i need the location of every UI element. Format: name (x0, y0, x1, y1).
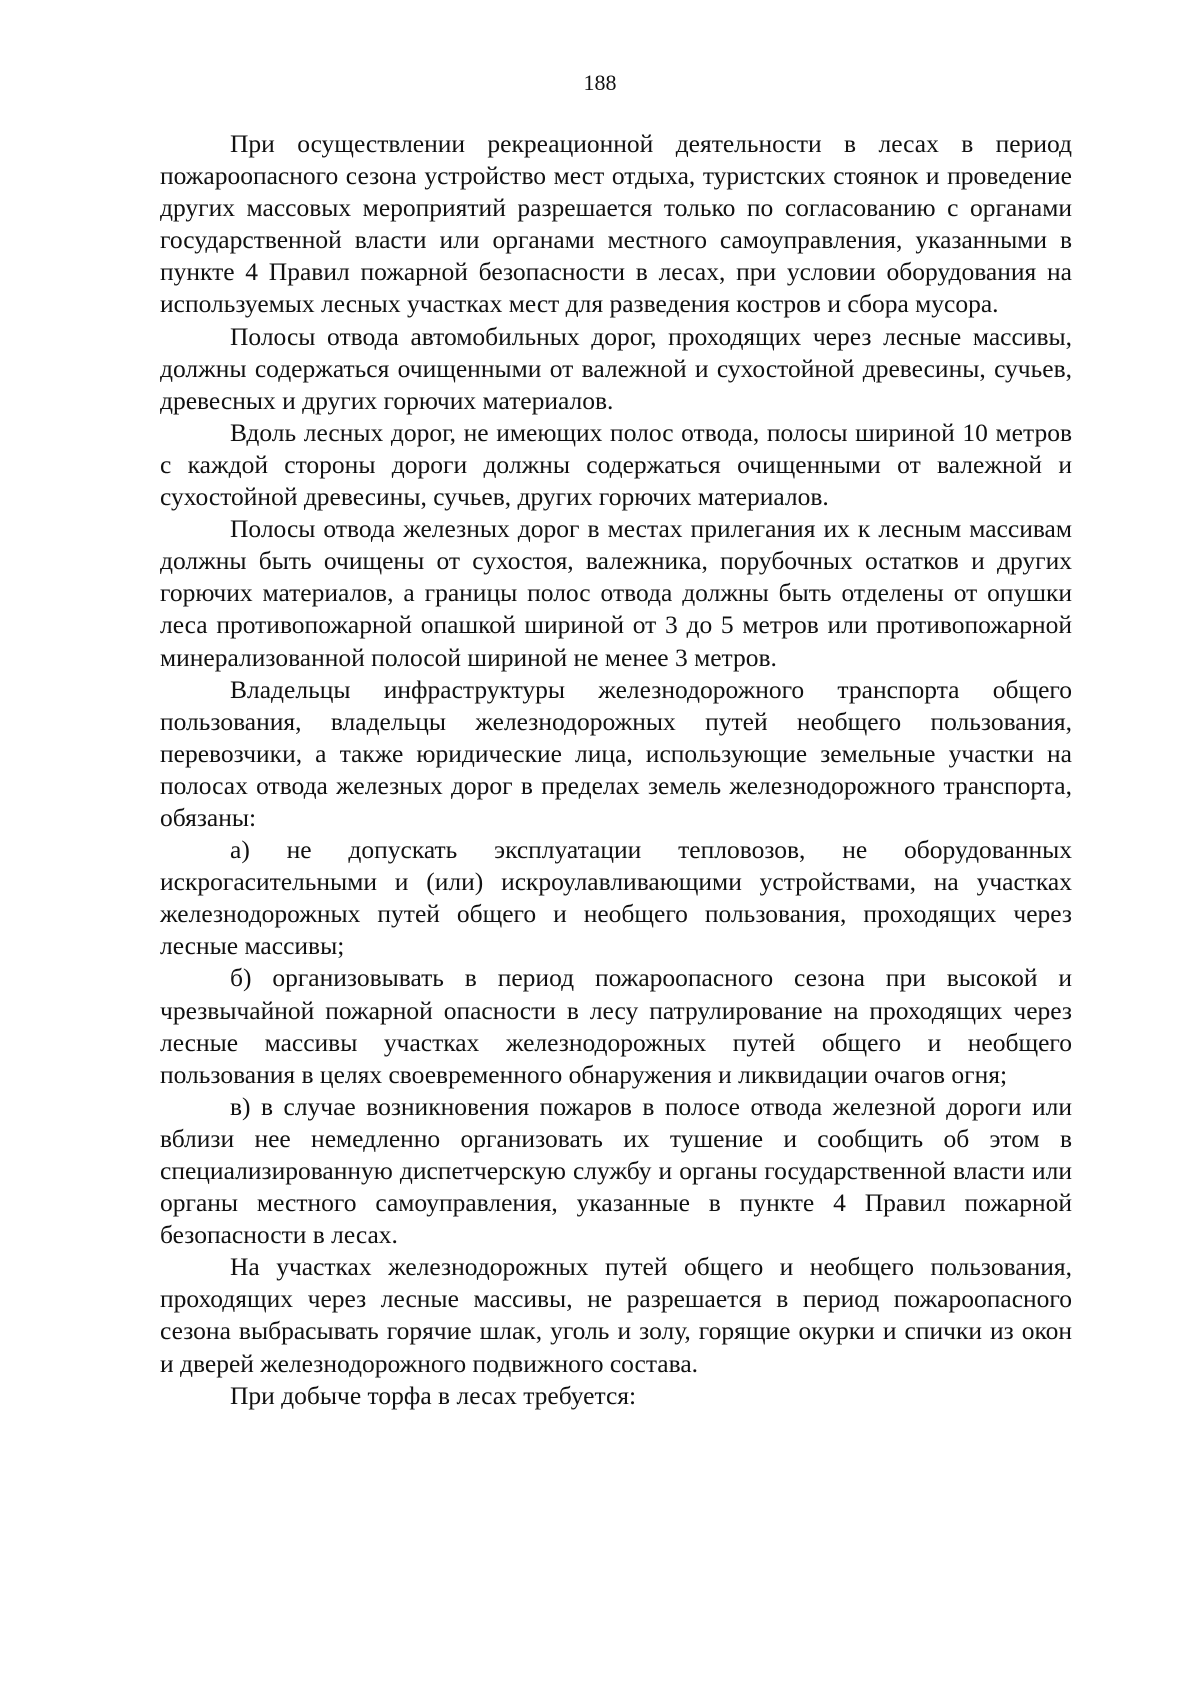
paragraph-railway-strips: Полосы отвода железных дорог в местах прилегания их к лесным массивам должны быть очищены от сухостоя, валежника, порубочных остатков и других горючих материалов, а границы полос отвода должны быть отделены от опушки леса противопожарной опашкой шириной от 3 до 5 метров или противопожарной минерализованной полосой шириной не менее 3 метров. (160, 514, 1072, 672)
page-number: 188 (583, 70, 617, 95)
list-item-v: в) в случае возникновения пожаров в полосе отвода железной дороги или вблизи нее немедленно организовать их тушение и сообщить об этом в специализированную диспетчерскую службу и органы государственной власти или органы местного самоуправления, указанные в пункте 4 Правил пожарной безопасности в лесах. (160, 1091, 1072, 1250)
paragraph-recreation: При осуществлении рекреационной деятельности в лесах в период пожароопасного сезона устройство мест отдыха, туристских стоянок и проведение других массовых мероприятий разрешается только по согласованию с органами государственной власти или органами местного самоуправления, указанными в пункте 4 Правил пожарной безопасности в лесах, при условии оборудования на используемых лесных участках мест для разведения костров и сбора мусора. (160, 129, 1072, 319)
paragraph-forest-roads: Вдоль лесных дорог, не имеющих полос отвода, полосы шириной 10 метров с каждой стороны дороги должны содержаться очищенными от валежной и сухостойной древесины, сучьев, других горючих материалов. (160, 417, 1072, 512)
paragraph-railway-owners: Владельцы инфраструктуры железнодорожного транспорта общего пользования, владельцы железнодорожных путей необщего пользования, перевозчики, а также юридические лица, использующие земельные участки на полосах отвода железных дорог в пределах земель железнодорожного транспорта, обязаны: (160, 674, 1072, 832)
document-body (160, 128, 1072, 1412)
list-item-a: а) не допускать эксплуатации тепловозов, не оборудованных искрогасительными и (или) искроулавливающими устройствами, на участках железнодорожных путей общего и необщего пользования, проходящих через лесные массивы; (160, 835, 1072, 961)
paragraph-railway-prohibition: На участках железнодорожных путей общего и необщего пользования, проходящих через лесные массивы, не разрешается в период пожароопасного сезона выбрасывать горячие шлак, уголь и золу, горящие окурки и спички из окон и дверей железнодорожного подвижного состава. (160, 1252, 1072, 1378)
list-item-b: б) организовывать в период пожароопасного сезона при высокой и чрезвычайной пожарной опасности в лесу патрулирование на проходящих через лесные массивы участках железнодорожных путей общего и необщего пользования в целях своевременного обнаружения и ликвидации очагов огня; (160, 963, 1072, 1089)
paragraph-road-strips: Полосы отвода автомобильных дорог, проходящих через лесные массивы, должны содержаться очищенными от валежной и сухостойной древесины, сучьев, древесных и других горючих материалов. (160, 321, 1072, 415)
paragraph-peat-extraction: При добыче торфа в лесах требуется: (230, 1380, 637, 1410)
